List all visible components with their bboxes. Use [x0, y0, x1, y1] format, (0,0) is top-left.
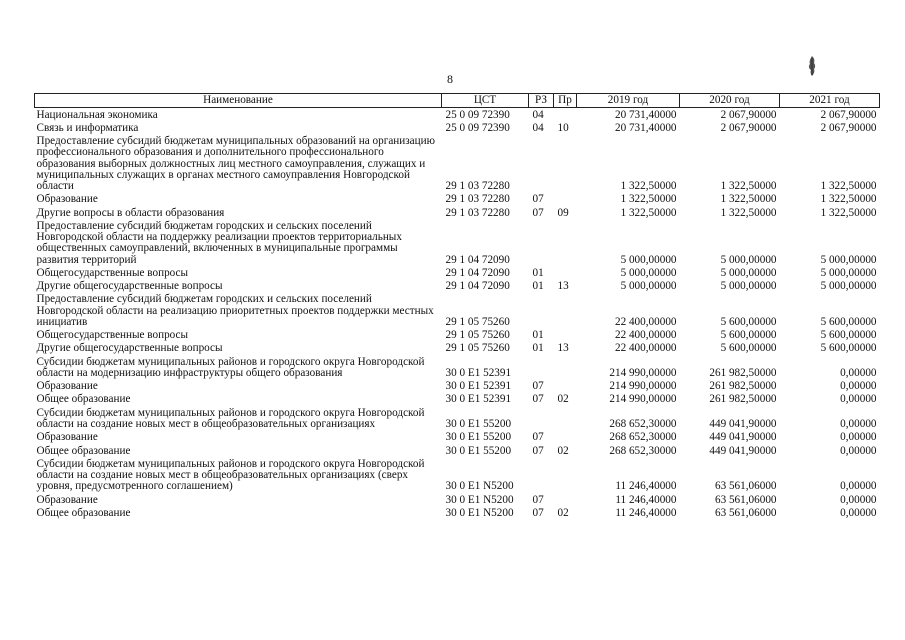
- table-row: [35, 506, 880, 519]
- row-2021: 1 322,50000: [820, 193, 877, 206]
- row-rz: 04: [532, 121, 544, 134]
- row-2021: 5 000,00000: [820, 266, 877, 279]
- row-name: Образование: [36, 431, 98, 444]
- row-cst: 30 0 E1 55200: [445, 417, 512, 430]
- row-2020: 5 600,00000: [720, 315, 777, 328]
- row-name: Субсидии бюджетам муниципальных районов и городского округа Новгородской области на создание новых мест в общеобразовательных организациях (сверх уровня, предусмотренного соглашением): [36, 457, 425, 493]
- row-rz: 07: [532, 380, 544, 393]
- table-body: [35, 108, 880, 520]
- row-name: Субсидии бюджетам муниципальных районов и городского округа Новгородской области на создание новых мест в общеобразовательных организациях: [36, 406, 425, 430]
- row-2020: 449 041,90000: [709, 431, 777, 444]
- row-pr: 13: [557, 342, 569, 355]
- row-pr: [554, 431, 577, 444]
- row-name: Другие общегосударственные вопросы: [36, 280, 223, 293]
- row-name: Общегосударственные вопросы: [36, 329, 189, 342]
- row-2019: 22 400,00000: [614, 342, 677, 355]
- row-name: Субсидии бюджетам муниципальных районов и городского округа Новгородской области на модернизацию инфраструктуры общего образования: [36, 355, 425, 379]
- row-2021: 0,00000: [840, 393, 877, 406]
- row-pr: [554, 493, 577, 506]
- row-rz: 07: [532, 206, 544, 219]
- table-row: [35, 355, 880, 380]
- row-2019: 214 990,00000: [609, 393, 677, 406]
- row-rz: 07: [532, 493, 544, 506]
- table-row: [35, 380, 880, 393]
- row-2021: 2 067,90000: [820, 121, 877, 134]
- row-2021: 2 067,90000: [820, 108, 877, 121]
- row-2021: 0,00000: [840, 366, 877, 379]
- row-rz: [529, 406, 554, 431]
- row-2019: 1 322,50000: [620, 180, 677, 192]
- row-rz: 07: [532, 444, 544, 457]
- row-2019: 268 652,30000: [609, 444, 677, 457]
- row-2020: 5 600,00000: [720, 329, 777, 342]
- row-rz: [529, 355, 554, 380]
- row-cst: 29 1 04 72090: [445, 253, 510, 266]
- row-cst: 29 1 03 72280: [445, 180, 510, 192]
- row-rz: 07: [532, 193, 544, 206]
- row-pr: [554, 193, 577, 206]
- row-rz: 01: [532, 342, 544, 355]
- row-2020: 1 322,50000: [720, 206, 777, 219]
- row-2020: 63 561,06000: [714, 480, 777, 493]
- row-pr: [554, 293, 577, 329]
- row-cst: 25 0 09 72390: [445, 121, 510, 134]
- page-number: 8: [447, 72, 453, 86]
- row-cst: 30 0 E1 52391: [445, 380, 512, 393]
- row-2020: 449 041,90000: [709, 417, 777, 430]
- row-rz: [529, 457, 554, 493]
- row-name: Образование: [36, 380, 98, 393]
- row-2020: 449 041,90000: [709, 444, 777, 457]
- budget-table: [34, 93, 880, 520]
- row-pr: [554, 457, 577, 493]
- row-2019: 214 990,00000: [609, 366, 677, 379]
- row-cst: 30 0 E1 55200: [445, 431, 512, 444]
- table-row: [35, 493, 880, 506]
- row-2021: 0,00000: [840, 480, 877, 493]
- row-rz: [529, 219, 554, 266]
- row-2021: 1 322,50000: [820, 180, 877, 192]
- row-2021: 5 600,00000: [820, 329, 877, 342]
- row-name: Общегосударственные вопросы: [36, 266, 189, 279]
- row-pr: [554, 380, 577, 393]
- row-2020: 5 000,00000: [720, 266, 777, 279]
- row-2019: 1 322,50000: [620, 193, 677, 206]
- row-2019: 5 000,00000: [620, 280, 677, 293]
- row-name: Образование: [36, 193, 98, 206]
- row-cst: 30 0 E1 52391: [445, 366, 512, 379]
- table-row: [35, 266, 880, 279]
- header-name: Наименование: [35, 94, 442, 108]
- header-rz: РЗ: [529, 94, 554, 108]
- table-row: [35, 193, 880, 206]
- row-name: Предоставление субсидий бюджетам городских и сельских поселений Новгородской области на реализацию приоритетных проектов поддержки местных инициатив: [36, 293, 434, 328]
- row-rz: [529, 135, 554, 193]
- row-cst: 30 0 E1 N5200: [445, 506, 514, 519]
- row-2021: 0,00000: [840, 417, 877, 430]
- row-2020: 5 600,00000: [720, 342, 777, 355]
- row-name: Образование: [36, 493, 98, 506]
- row-2019: 5 000,00000: [620, 266, 677, 279]
- row-pr: 02: [557, 506, 569, 519]
- row-2020: 1 322,50000: [720, 193, 777, 206]
- row-2020: 5 000,00000: [720, 280, 777, 293]
- row-cst: 29 1 04 72090: [445, 280, 510, 293]
- row-pr: 02: [557, 444, 569, 457]
- row-2021: 1 322,50000: [820, 206, 877, 219]
- row-2020: 1 322,50000: [720, 180, 777, 192]
- table-row: [35, 393, 880, 406]
- row-cst: 29 1 03 72280: [445, 193, 510, 206]
- row-2019: 268 652,30000: [609, 417, 677, 430]
- row-pr: [554, 266, 577, 279]
- table-row: [35, 293, 880, 329]
- table-row: [35, 444, 880, 457]
- row-rz: 07: [532, 506, 544, 519]
- header-cst: ЦСТ: [442, 94, 529, 108]
- row-pr: 02: [557, 393, 569, 406]
- row-2020: 63 561,06000: [714, 493, 777, 506]
- table-row: [35, 219, 880, 266]
- row-2021: 5 600,00000: [820, 342, 877, 355]
- row-2021: 0,00000: [840, 444, 877, 457]
- row-rz: 04: [532, 108, 544, 121]
- table-row: [35, 406, 880, 431]
- table-row: [35, 329, 880, 342]
- row-2020: 5 000,00000: [720, 253, 777, 266]
- row-pr: [554, 135, 577, 193]
- row-rz: 01: [532, 280, 544, 293]
- row-2021: 0,00000: [840, 506, 877, 519]
- row-2021: 5 000,00000: [820, 280, 877, 293]
- row-2019: 20 731,40000: [614, 121, 677, 134]
- row-2019: 11 246,40000: [615, 506, 677, 519]
- header-2020: 2020 год: [680, 94, 780, 108]
- row-name: Другие общегосударственные вопросы: [36, 342, 223, 355]
- row-2021: 5 600,00000: [820, 315, 877, 328]
- row-2019: 22 400,00000: [614, 315, 677, 328]
- row-2019: 20 731,40000: [614, 108, 677, 121]
- row-pr: 09: [557, 206, 569, 219]
- row-2020: 261 982,50000: [709, 393, 777, 406]
- row-2020: 2 067,90000: [720, 108, 777, 121]
- row-rz: [529, 293, 554, 329]
- row-2019: 1 322,50000: [620, 206, 677, 219]
- row-2020: 2 067,90000: [720, 121, 777, 134]
- row-name: Предоставление субсидий бюджетам муниципальных образований на организацию профессионального образования и дополнительного профессионального образования выборных должностных лиц местного самоуправления, служащих и муниципальных служащих в органах местного самоуправления Новгородской области: [36, 135, 435, 192]
- row-name: Общее образование: [36, 506, 131, 519]
- table-row: [35, 280, 880, 293]
- row-rz: 07: [532, 393, 544, 406]
- row-2019: 5 000,00000: [620, 253, 677, 266]
- row-2019: 22 400,00000: [614, 329, 677, 342]
- row-rz: 01: [532, 329, 544, 342]
- table-row: [35, 342, 880, 355]
- table-row: [35, 431, 880, 444]
- table-row: [35, 121, 880, 134]
- row-cst: 29 1 05 75260: [445, 315, 510, 328]
- row-2019: 11 246,40000: [615, 480, 677, 493]
- row-cst: 25 0 09 72390: [445, 108, 510, 121]
- row-2021: 5 000,00000: [820, 253, 877, 266]
- row-name: Общее образование: [36, 393, 131, 406]
- row-pr: 13: [557, 280, 569, 293]
- row-cst: 29 1 04 72090: [445, 266, 510, 279]
- row-name: Предоставление субсидий бюджетам городских и сельских поселений Новгородской области на поддержку реализации проектов территориальных общественных самоуправлений, включенных в муниципальные программы развития территорий: [36, 219, 402, 266]
- header-pr: Пр: [554, 94, 577, 108]
- row-2021: 0,00000: [840, 431, 877, 444]
- row-2020: 261 982,50000: [709, 380, 777, 393]
- row-pr: 10: [557, 121, 569, 134]
- table-header-row: [35, 94, 880, 108]
- row-name: Другие вопросы в области образования: [36, 206, 225, 219]
- row-pr: [554, 406, 577, 431]
- row-cst: 30 0 E1 N5200: [445, 480, 514, 493]
- row-name: Связь и информатика: [36, 121, 139, 134]
- table-row: [35, 108, 880, 122]
- row-2019: 268 652,30000: [609, 431, 677, 444]
- row-2020: 261 982,50000: [709, 366, 777, 379]
- table-row: [35, 206, 880, 219]
- header-2021: 2021 год: [780, 94, 880, 108]
- row-cst: 29 1 05 75260: [445, 329, 510, 342]
- row-rz: 01: [532, 266, 544, 279]
- row-pr: [554, 329, 577, 342]
- row-rz: 07: [532, 431, 544, 444]
- row-pr: [554, 355, 577, 380]
- row-cst: 30 0 E1 N5200: [445, 493, 514, 506]
- table-row: [35, 457, 880, 493]
- row-name: Национальная экономика: [36, 108, 158, 121]
- row-pr: [554, 108, 577, 122]
- row-cst: 29 1 05 75260: [445, 342, 510, 355]
- row-2019: 214 990,00000: [609, 380, 677, 393]
- ink-mark-icon: [806, 55, 818, 77]
- row-2019: 11 246,40000: [615, 493, 677, 506]
- row-cst: 29 1 03 72280: [445, 206, 510, 219]
- header-2019: 2019 год: [577, 94, 680, 108]
- row-cst: 30 0 E1 55200: [445, 444, 512, 457]
- row-cst: 30 0 E1 52391: [445, 393, 512, 406]
- row-2021: 0,00000: [840, 493, 877, 506]
- row-2020: 63 561,06000: [714, 506, 777, 519]
- row-pr: [554, 219, 577, 266]
- row-name: Общее образование: [36, 444, 131, 457]
- row-2021: 0,00000: [840, 380, 877, 393]
- table-row: [35, 135, 880, 193]
